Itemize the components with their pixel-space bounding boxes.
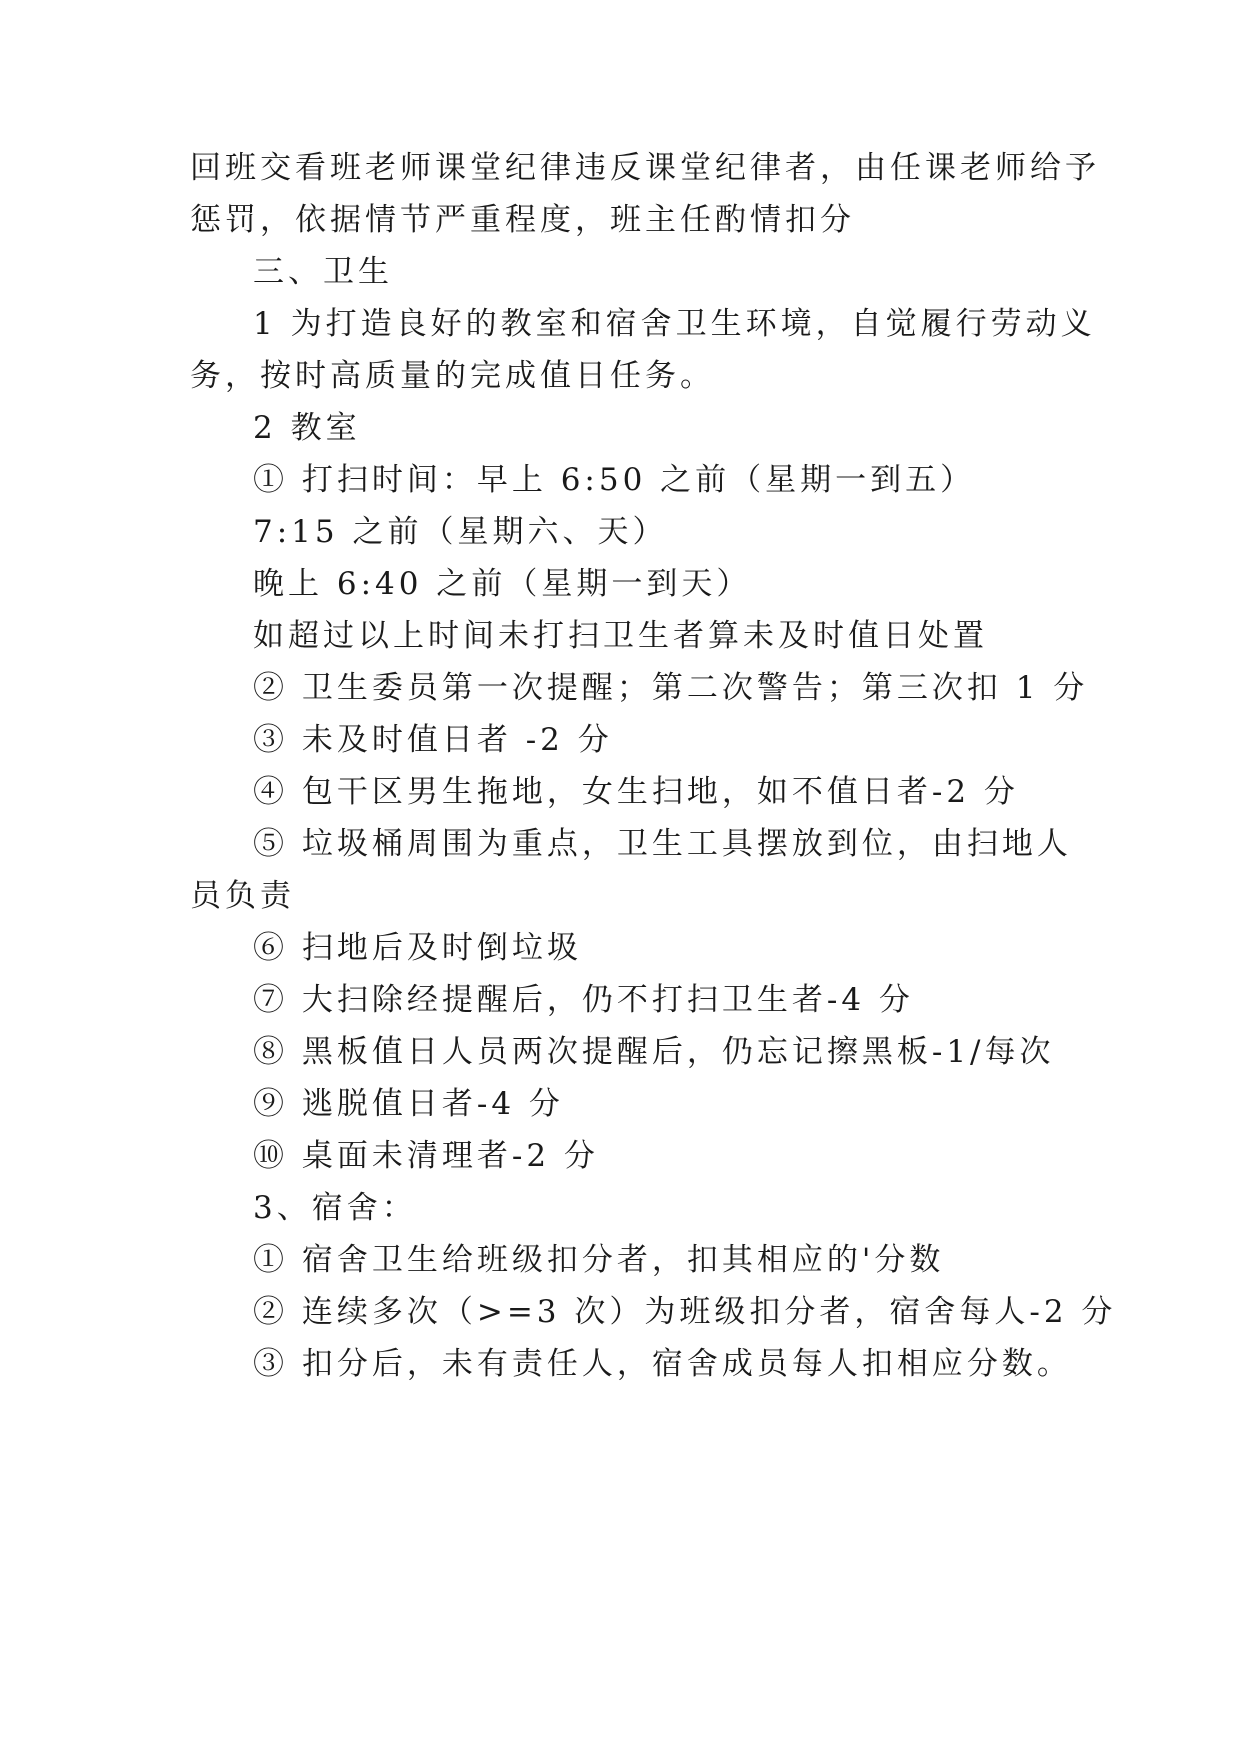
- list-item-6: ⑥ 扫地后及时倒垃圾: [253, 930, 582, 966]
- list-item-3: ③ 未及时值日者 -2 分: [253, 722, 613, 758]
- list-item-1-time2: 7:15 之前（星期六、天）: [253, 514, 668, 550]
- list-item-7: ⑦ 大扫除经提醒后，仍不打扫卫生者-4 分: [253, 982, 914, 1018]
- subheading-classroom: 2 教室: [253, 410, 361, 446]
- list-item-4: ④ 包干区男生拖地，女生扫地，如不值日者-2 分: [253, 774, 1019, 810]
- subheading-dormitory: 3、宿舍：: [253, 1190, 417, 1226]
- list-item-8: ⑧ 黑板值日人员两次提醒后，仍忘记擦黑板-1/每次: [253, 1034, 1055, 1070]
- list-item-1-time3: 晚上 6:40 之前（星期一到天）: [253, 566, 752, 602]
- list-item-9: ⑨ 逃脱值日者-4 分: [253, 1086, 564, 1122]
- paragraph-line-1: 回班交看班老师课堂纪律违反课堂纪律者，由任课老师给予: [190, 150, 1100, 186]
- paragraph-line-item1-cont: 务，按时高质量的完成值日任务。: [190, 358, 715, 394]
- list-item-1: ① 打扫时间：早上 6:50 之前（星期一到五）: [253, 462, 976, 498]
- paragraph-line-2: 惩罚，依据情节严重程度，班主任酌情扣分: [190, 202, 855, 238]
- dorm-item-1: ① 宿舍卫生给班级扣分者，扣其相应的'分数: [253, 1242, 945, 1278]
- list-item-1-note: 如超过以上时间未打扫卫生者算未及时值日处置: [253, 618, 988, 654]
- list-item-2: ② 卫生委员第一次提醒；第二次警告；第三次扣 1 分: [253, 670, 1089, 706]
- list-item-5: ⑤ 垃圾桶周围为重点，卫生工具摆放到位，由扫地人: [253, 826, 1072, 862]
- paragraph-line-item1: 1 为打造良好的教室和宿舍卫生环境，自觉履行劳动义: [253, 306, 1096, 342]
- list-item-10: ⑩ 桌面未清理者-2 分: [253, 1138, 599, 1174]
- dorm-item-3: ③ 扣分后，未有责任人，宿舍成员每人扣相应分数。: [253, 1346, 1072, 1382]
- section-heading-hygiene: 三、卫生: [253, 254, 393, 290]
- list-item-5-cont: 员负责: [190, 878, 295, 914]
- dorm-item-2: ② 连续多次（>=3 次）为班级扣分者，宿舍每人-2 分: [253, 1294, 1117, 1330]
